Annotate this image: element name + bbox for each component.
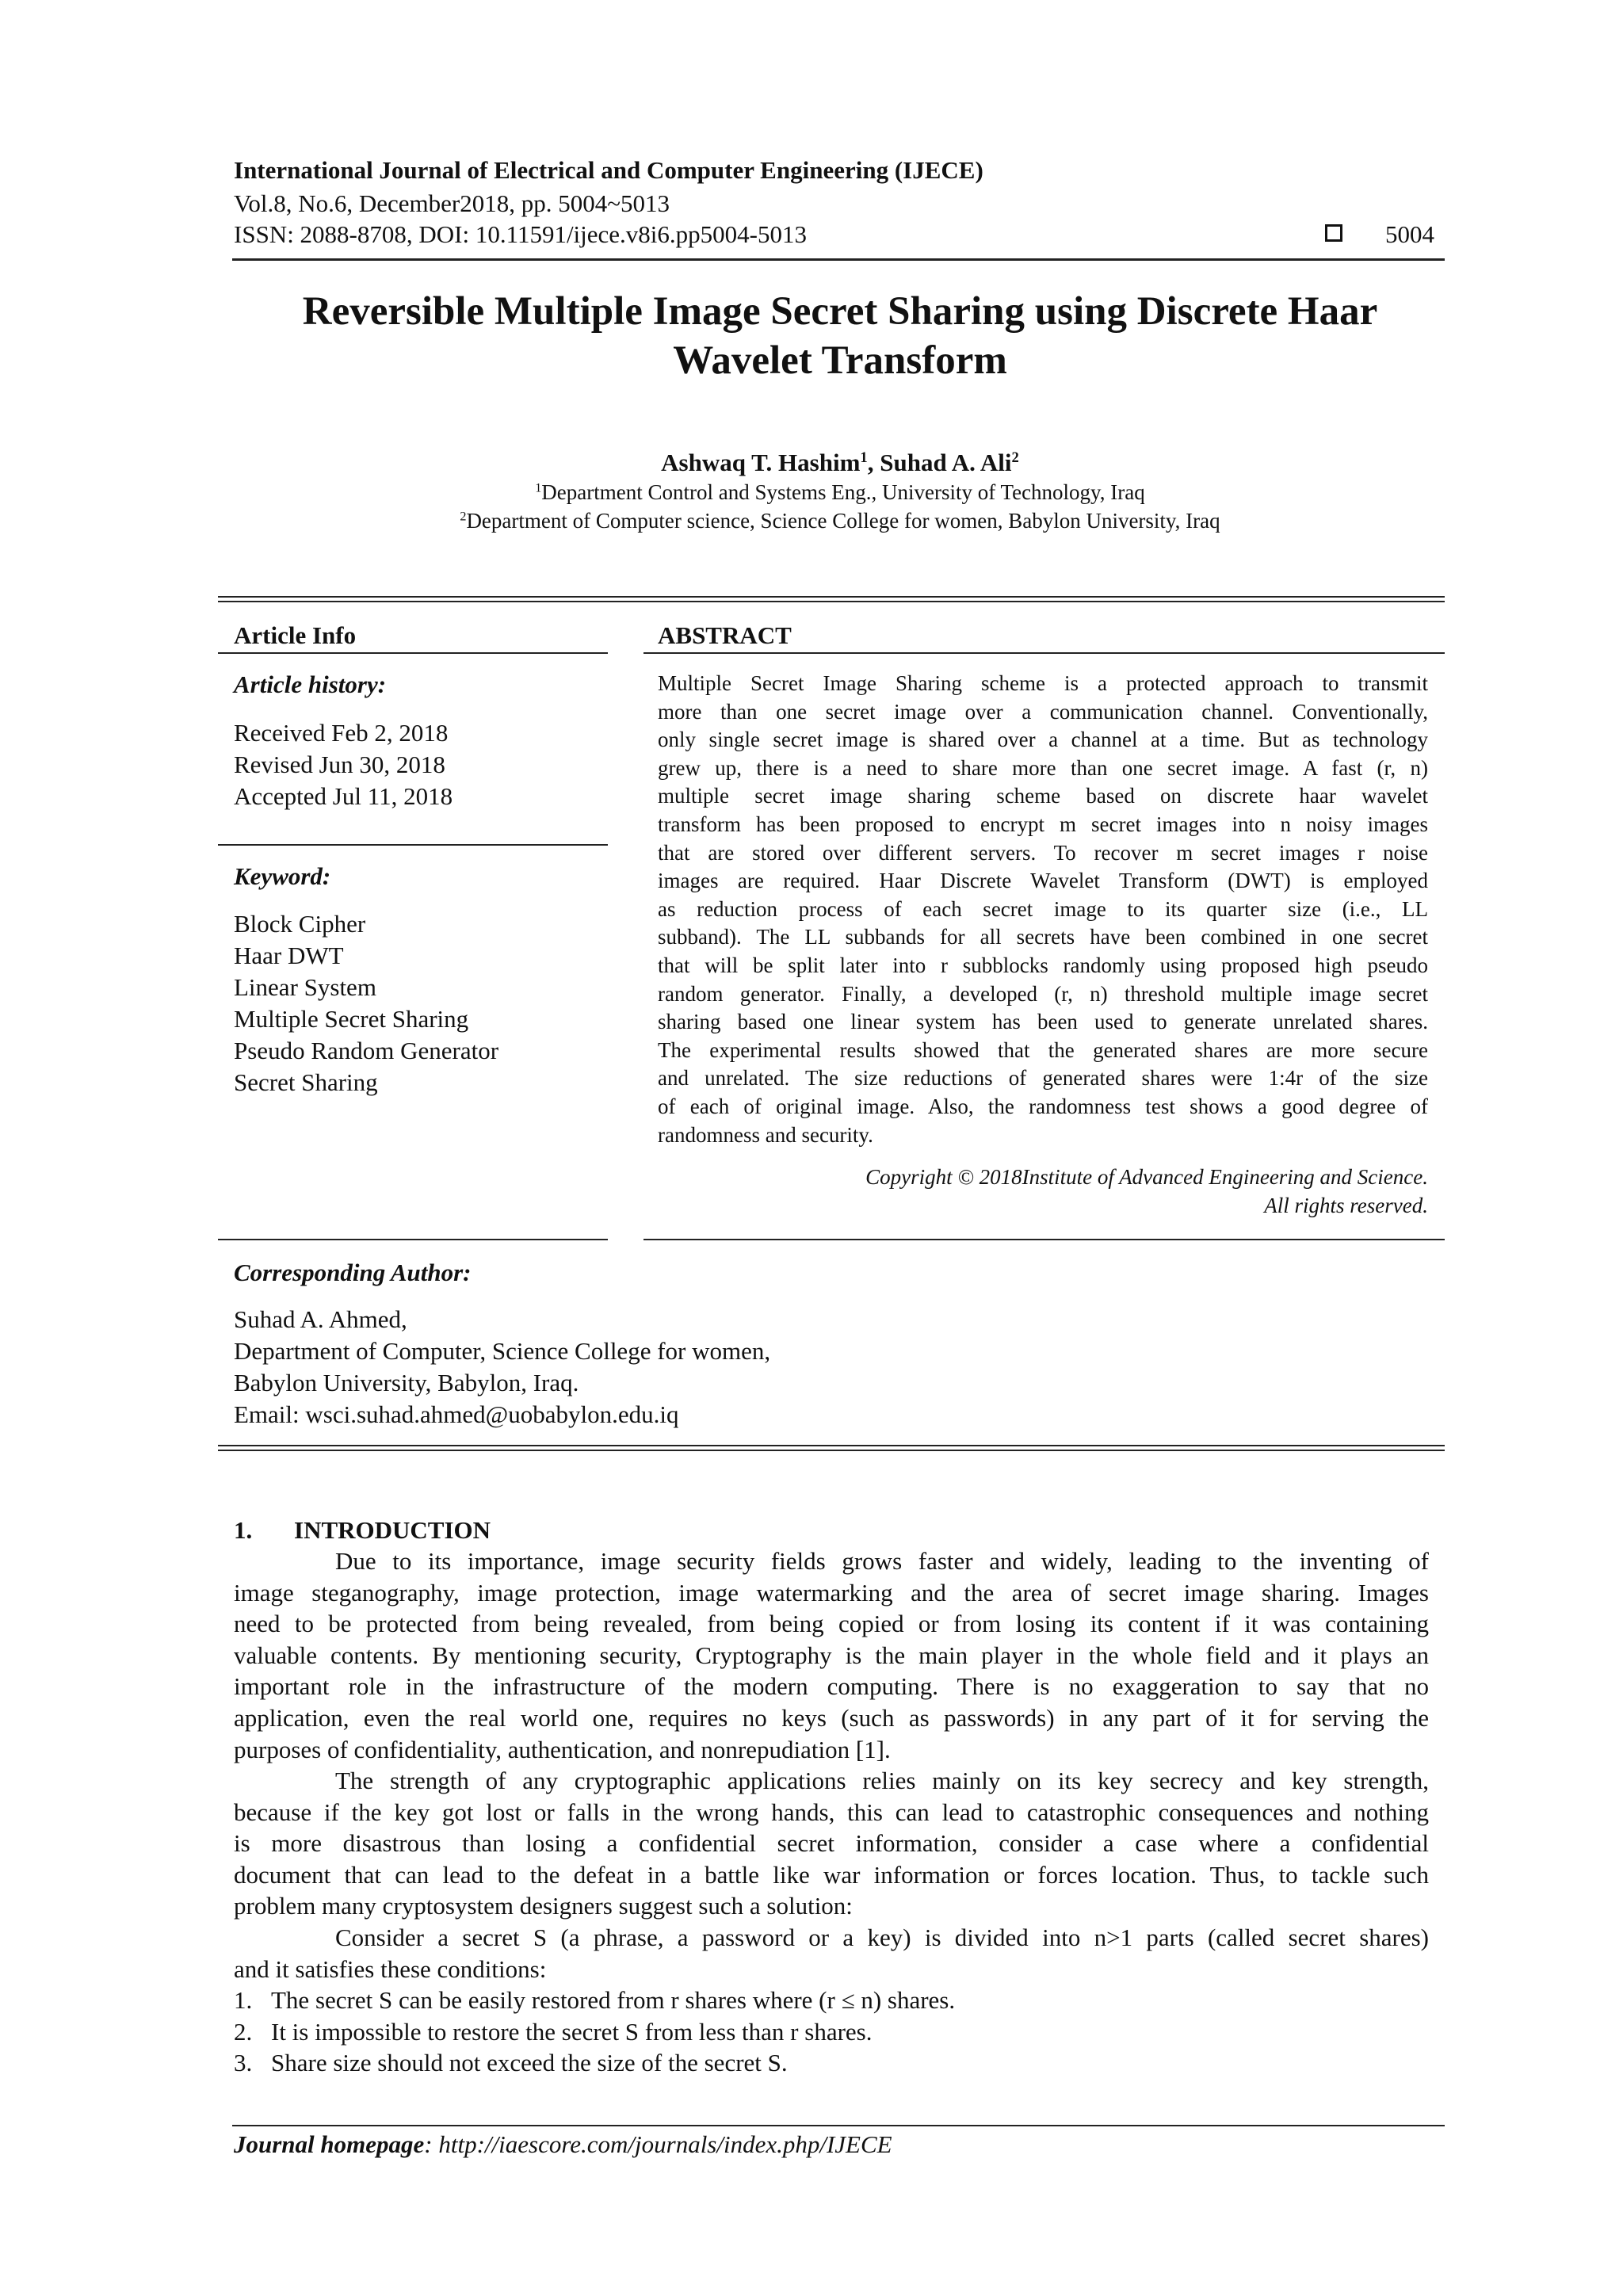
accepted-date: Accepted Jul 11, 2018 — [234, 782, 453, 810]
info-top-rule-2 — [218, 601, 1445, 602]
paragraph-line: valuable contents. By mentioning security, Cryptography is the main player in the whole field and it plays an — [234, 1641, 1429, 1669]
abstract-line: more than one secret image over a communication channel. Conventionally, — [658, 699, 1428, 724]
copyright-line-1: Copyright © 2018Institute of Advanced Engineering and Science. — [865, 1165, 1428, 1189]
paragraph-line: need to be protected from being revealed, from being copied or from losing its content if it was containing — [234, 1610, 1429, 1638]
footer — [234, 2130, 892, 2159]
intro-paragraph-1 — [234, 1545, 1429, 1765]
author-2-sup: 2 — [1011, 449, 1019, 466]
keyword-item: Linear System — [234, 973, 376, 1001]
keyword-item: Haar DWT — [234, 942, 344, 969]
info-top-rule-1 — [218, 596, 1445, 598]
article-info-heading: Article Info — [234, 621, 357, 649]
abstract-line: transform has been proposed to encrypt m secret images into n noisy images — [658, 812, 1428, 836]
header-rule — [232, 258, 1445, 261]
author-separator: , — [867, 449, 880, 476]
condition-list — [234, 1985, 1429, 2079]
paragraph-line: is more disastrous than losing a confidential secret information, consider a case where a confidential — [234, 1829, 1429, 1858]
abstract-line: Multiple Secret Image Sharing scheme is a protected approach to transmit — [658, 671, 1428, 695]
page-number: 5004 — [1385, 220, 1434, 248]
intro-paragraph-3 — [234, 1922, 1429, 1985]
history-list — [234, 717, 453, 812]
abstract-line: of each of original image. Also, the randomness test shows a good degree of — [658, 1094, 1428, 1118]
keyword-item: Pseudo Random Generator — [234, 1037, 499, 1064]
keyword-item: Block Cipher — [234, 910, 366, 938]
abstract-line: sharing based one linear system has been used to generate unrelated shares. — [658, 1010, 1428, 1034]
article-info-rule — [218, 652, 608, 654]
paragraph-line: image steganography, image protection, image watermarking and the area of secret image sharing. Images — [234, 1578, 1429, 1606]
abstract-line: images are required. Haar Discrete Wavelet Transform (DWT) is employed — [658, 869, 1428, 893]
paragraph-line: Due to its importance, image security fields grows faster and widely, leading to the inventing of — [335, 1547, 1429, 1575]
abstract-line: The experimental results showed that the generated shares are more secure — [658, 1037, 1428, 1062]
abstract-line: multiple secret image sharing scheme based on discrete haar wavelet — [658, 784, 1428, 808]
footer-colon: : — [424, 2130, 439, 2158]
paper-title-line-1: Reversible Multiple Image Secret Sharing using Discrete Haar — [302, 289, 1378, 334]
corresponding-email: Email: wsci.suhad.ahmed@uobabylon.edu.iq — [234, 1400, 679, 1428]
copyright-line-2: All rights reserved. — [1264, 1194, 1428, 1217]
keyword-item: Secret Sharing — [234, 1068, 378, 1096]
abstract-line: randomness and security. — [658, 1122, 873, 1147]
abstract-line: that are stored over different servers. To recover m secret images r noise — [658, 840, 1428, 865]
paragraph-line: application, even the real world one, requires no keys (such as passwords) in any part of it for serving the — [234, 1703, 1429, 1732]
abstract-line: only single secret image is shared over a channel at a time. But as technology — [658, 728, 1428, 752]
affiliation-1-sup: 1 — [535, 480, 542, 495]
paragraph-line: important role in the infrastructure of the modern computing. There is no exaggeration to say that no — [234, 1672, 1429, 1701]
abstract-rule — [643, 652, 1445, 654]
journal-issn: ISSN: 2088-8708, DOI: 10.11591/ijece.v8i6.pp5004-5013 — [234, 220, 807, 248]
paper-title — [158, 287, 1522, 385]
author-1-sup: 1 — [860, 449, 868, 466]
list-item — [234, 2016, 1429, 2048]
list-item — [234, 1985, 1429, 2016]
abstract-line: as reduction process of each secret image to its quarter size (i.e., LL — [658, 896, 1428, 921]
info-end-rule-2 — [218, 1450, 1445, 1451]
abstract-heading: ABSTRACT — [658, 621, 792, 649]
keyword-list — [234, 908, 498, 1098]
list-text: It is impossible to restore the secret S from less than r shares. — [271, 2017, 873, 2046]
author-line — [158, 449, 1522, 477]
abstract-line: that will be split later into r subblocks randomly using proposed high pseudo — [658, 953, 1428, 977]
author-2: Suhad A. Ali — [880, 449, 1012, 476]
list-text: The secret S can be easily restored from r shares where (r ≤ n) shares. — [271, 1986, 956, 2014]
journal-volume: Vol.8, No.6, December2018, pp. 5004~5013 — [234, 189, 670, 217]
abstract-bottom-rule — [643, 1239, 1445, 1240]
list-number: 1. — [234, 1986, 253, 2014]
journal-homepage-link[interactable]: http://iaescore.com/journals/index.php/IJECE — [438, 2130, 892, 2158]
corresponding-department: Department of Computer, Science College for women, — [234, 1337, 771, 1365]
paragraph-line: and it satisfies these conditions: — [234, 1954, 547, 1983]
abstract-line: and unrelated. The size reductions of generated shares were 1:4r of the size — [658, 1066, 1428, 1091]
copyright — [658, 1163, 1428, 1220]
list-text: Share size should not exceed the size of the secret S. — [271, 2049, 788, 2077]
list-number: 2. — [234, 2017, 253, 2046]
affiliation-2 — [158, 506, 1522, 535]
intro-paragraph-2 — [234, 1765, 1429, 1922]
affiliation-1 — [158, 478, 1522, 506]
revised-date: Revised Jun 30, 2018 — [234, 751, 445, 778]
affiliation-2-sup: 2 — [460, 509, 467, 524]
keyword-item: Multiple Secret Sharing — [234, 1005, 469, 1033]
footer-label: Journal homepage — [234, 2130, 425, 2158]
paper-title-line-2: Wavelet Transform — [673, 338, 1007, 383]
footer-rule — [232, 2125, 1445, 2126]
journal-name: International Journal of Electrical and Computer Engineering (IJECE) — [234, 156, 983, 184]
corresponding-heading: Corresponding Author: — [234, 1259, 472, 1286]
paragraph-line: problem many cryptosystem designers suggest such a solution: — [234, 1892, 853, 1920]
paragraph-line: document that can lead to the defeat in a battle like war information or forces location. Thus, to tackle such — [234, 1860, 1429, 1889]
paragraph-line: purposes of confidentiality, authentication, and nonrepudiation [1]. — [234, 1735, 891, 1763]
abstract-line: random generator. Finally, a developed (r, n) threshold multiple image secret — [658, 981, 1428, 1006]
abstract-line: grew up, there is a need to share more than one secret image. A fast (r, n) — [658, 755, 1428, 780]
info-bottom-rule — [218, 1239, 608, 1240]
list-item — [234, 2047, 1429, 2079]
paragraph-line: Consider a secret S (a phrase, a password or a key) is divided into n>1 parts (called secret shares) — [335, 1924, 1429, 1951]
list-number: 3. — [234, 2049, 253, 2077]
history-rule — [218, 844, 608, 846]
checkbox-icon — [1325, 224, 1342, 242]
received-date: Received Feb 2, 2018 — [234, 719, 449, 747]
affiliation-2-text: Department of Computer science, Science College for women, Babylon University, Iraq — [466, 509, 1220, 533]
history-heading: Article history: — [234, 670, 387, 698]
corresponding-block — [234, 1304, 770, 1431]
author-1: Ashwaq T. Hashim — [661, 449, 861, 476]
info-end-rule-1 — [218, 1445, 1445, 1446]
paragraph-line: The strength of any cryptographic applications relies mainly on its key secrecy and key strength, — [335, 1767, 1429, 1794]
section-heading: INTRODUCTION — [294, 1516, 491, 1544]
corresponding-name: Suhad A. Ahmed, — [234, 1305, 407, 1333]
section-number: 1. — [234, 1516, 253, 1544]
abstract-body — [658, 670, 1428, 1149]
abstract-line: subband). The LL subbands for all secrets have been combined in one secret — [658, 925, 1428, 949]
paragraph-line: because if the key got lost or falls in the wrong hands, this can lead to catastrophic consequences and nothing — [234, 1797, 1429, 1826]
affiliation-1-text: Department Control and Systems Eng., University of Technology, Iraq — [541, 480, 1145, 504]
corresponding-address: Babylon University, Babylon, Iraq. — [234, 1369, 579, 1396]
keyword-heading: Keyword: — [234, 862, 331, 890]
